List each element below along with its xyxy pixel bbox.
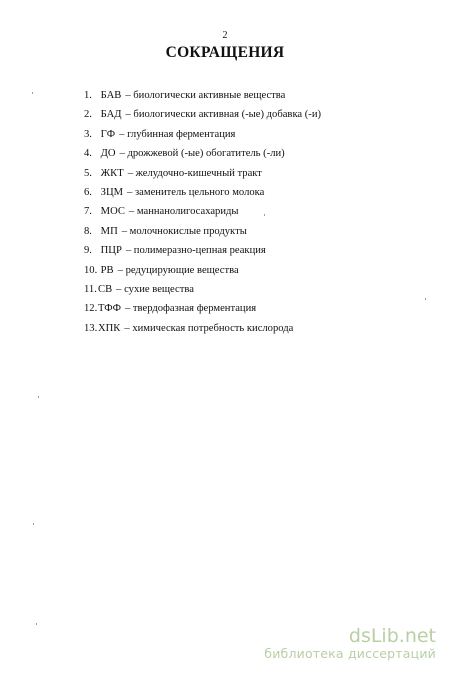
page-title: СОКРАЩЕНИЯ xyxy=(165,44,285,61)
abbreviation-definition: – глубинная ферментация xyxy=(119,128,236,140)
abbreviation-list xyxy=(84,86,321,338)
abbreviation-code: ГФ xyxy=(100,128,116,140)
list-item xyxy=(84,319,321,338)
abbreviation-definition: – молочнокислые продукты xyxy=(121,225,247,237)
item-number: 3. xyxy=(84,128,92,140)
abbreviation-definition: – биологически активные вещества xyxy=(125,90,286,101)
item-number: 12. xyxy=(84,303,98,315)
item-number: 7. xyxy=(84,206,92,218)
list-item xyxy=(84,299,321,318)
abbreviation-definition: – заменитель цельного молока xyxy=(127,186,265,198)
abbreviation-definition: – полимеразно-цепная реакция xyxy=(125,245,266,257)
abbreviation-code: ТФФ xyxy=(98,303,121,315)
item-number: 8. xyxy=(84,225,92,237)
item-number: 6. xyxy=(84,186,92,198)
abbreviation-definition: – твердофазная ферментация xyxy=(124,303,257,315)
speck xyxy=(36,623,37,625)
list-item xyxy=(84,164,321,183)
page-number: 2 xyxy=(222,30,228,41)
item-number: 5. xyxy=(84,167,92,179)
abbreviation-definition: – дрожжевой (-ые) обогатитель (-ли) xyxy=(119,148,285,160)
item-number: 11. xyxy=(84,283,97,295)
abbreviation-code: ЗЦМ xyxy=(100,186,124,198)
item-number: 13. xyxy=(84,322,98,334)
list-item xyxy=(84,280,321,299)
abbreviation-definition: – биологически активная (-ые) добавка (-и) xyxy=(125,109,322,121)
abbreviation-code: ХПК xyxy=(98,322,121,334)
abbreviation-code: МОС xyxy=(100,206,125,218)
abbreviation-definition: – химическая потребность кислорода xyxy=(124,322,294,334)
list-item xyxy=(84,183,321,202)
item-number: 1. xyxy=(84,90,92,101)
list-item xyxy=(84,86,321,105)
list-item xyxy=(84,241,321,260)
abbreviation-code: МП xyxy=(100,225,118,237)
abbreviation-code: ПЦР xyxy=(100,245,122,257)
speck xyxy=(38,396,39,398)
abbreviation-definition: – сухие вещества xyxy=(116,283,194,295)
abbreviation-code: БАД xyxy=(100,109,122,121)
abbreviation-code: РВ xyxy=(100,264,114,276)
abbreviation-code: ДО xyxy=(100,148,116,160)
watermark-logo: dsLib.net xyxy=(348,625,436,647)
speck xyxy=(32,92,33,94)
abbreviation-code: ЖКТ xyxy=(100,167,124,179)
abbreviation-definition: – маннанолигосахариды xyxy=(128,206,239,218)
list-item xyxy=(84,261,321,280)
list-item xyxy=(84,222,321,241)
abbreviation-definition: – желудочно-кишечный тракт xyxy=(127,167,262,179)
speck xyxy=(264,214,265,216)
item-number: 4. xyxy=(84,148,92,160)
abbreviation-code: СВ xyxy=(98,283,113,295)
list-item xyxy=(84,202,321,221)
speck xyxy=(425,298,426,300)
item-number: 2. xyxy=(84,109,92,121)
speck xyxy=(33,523,34,525)
abbreviation-code: БАВ xyxy=(100,90,122,101)
item-number: 9. xyxy=(84,245,92,257)
watermark-subtitle: библиотека диссертаций xyxy=(264,646,436,661)
item-number: 10. xyxy=(84,264,98,276)
list-item xyxy=(84,105,321,124)
watermark xyxy=(264,626,436,662)
abbreviation-definition: – редуцирующие вещества xyxy=(117,264,239,276)
list-item xyxy=(84,125,321,144)
list-item xyxy=(84,144,321,163)
